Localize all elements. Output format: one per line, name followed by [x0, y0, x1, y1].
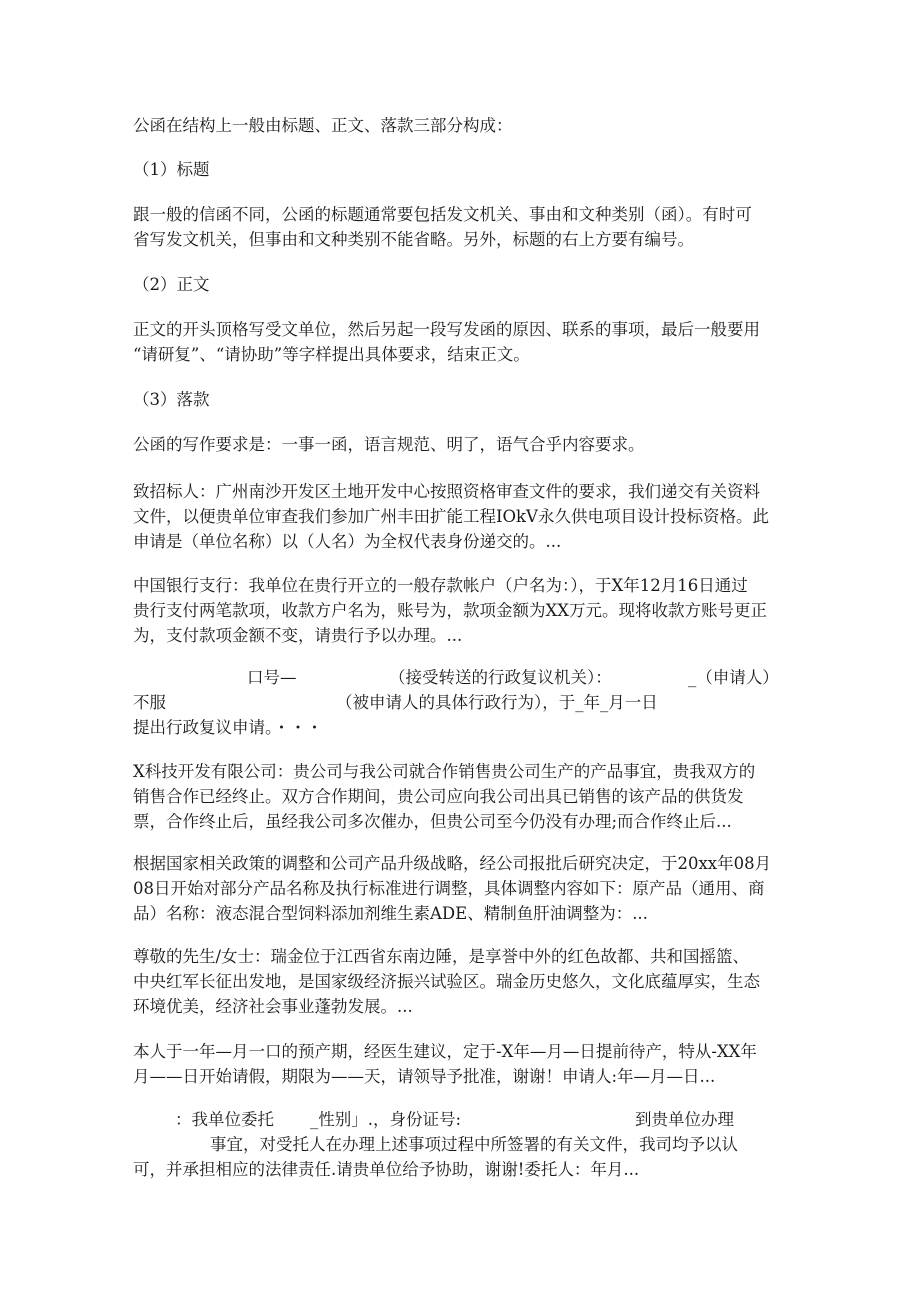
form-text: 口号— [247, 668, 297, 687]
text-line: 中国银行支行：我单位在贵行开立的一般存款帐户（户名为：），于X年12月16日通过 [133, 576, 748, 595]
section-heading-body [133, 272, 210, 297]
text-line: 贵行支付两笔款项，收款方户名为，账号为，款项金额为XX万元。现将收款方账号更正 [133, 601, 767, 620]
example-ruijin-invitation [133, 944, 760, 1019]
form-text: 可，并承担相应的法律责任.请贵单位给予协助，谢谢!委托人：年月... [133, 1160, 640, 1179]
text-line: 根据国家相关政策的调整和公司产品升级战略，经公司报批后研究决定，于20xx年08月 [133, 854, 772, 873]
text-line: X科技开发有限公司：贵公司与我公司就合作销售贵公司生产的产品事宜，贵我双方的 [133, 762, 756, 781]
text-line: “请研复”、“请协助”等字样提出具体要求，结束正文。 [133, 345, 530, 364]
requirements-paragraph [133, 432, 645, 457]
text-line: 本人于一年—月一口的预产期，经医生建议，定于-X年—月—日提前待产，特从-XX年 [133, 1042, 757, 1061]
text-line: 票，合作终止后，虽经我公司多次催办，但贵公司至今仍没有办理;而合作终止后... [133, 812, 732, 831]
body-paragraph [133, 317, 760, 367]
text-line: 正文的开头顶格写受文单位，然后另起一段写发函的原因、联系的事项，最后一般要用 [133, 320, 760, 339]
text-line: 品）名称：液态混合型饲料添加剂维生素ADE、精制鱼肝油调整为：... [133, 904, 648, 923]
example-product-adjustment [133, 851, 771, 926]
form-text: （接受转送的行政复议机关）： [389, 668, 612, 687]
text-line: 尊敬的先生/女士：瑞金位于江西省东南边陲，是享誉中外的红色故都、共和国摇篮、 [133, 947, 750, 966]
text-line: 月——日开始请假，期限为——天，请领导予批准，谢谢！申请人:年—月—日... [133, 1067, 716, 1086]
form-text: 事宜，对受托人在办理上述事项过程中所签署的有关文件，我司均予以认 [210, 1135, 738, 1154]
section-heading-title [133, 157, 210, 182]
form-text: （被申请人的具体行政行为），于_年_月一日 [336, 693, 658, 712]
text-line: 公函的写作要求是：一事一函，语言规范、明了，语气合乎内容要求。 [133, 435, 645, 454]
text-line: 省写发文机关，但事由和文种类别不能省略。另外，标题的右上方要有编号。 [133, 230, 694, 249]
text-line: 08日开始对部分产品名称及执行标准进行调整，具体调整内容如下：原产品（通用、商 [133, 879, 765, 898]
section-heading-signoff [133, 387, 210, 412]
text-line: 销售合作已经终止。双方合作期间，贵公司应向我公司出具已销售的该产品的供货发 [133, 787, 744, 806]
heading-text: （3）落款 [133, 390, 210, 409]
form-text: 不服 [133, 693, 166, 712]
form-text: ：我单位委托 [175, 1110, 274, 1129]
text-line: 文件，以便贵单位审查我们参加广州丰田扩能工程IOkV永久供电项目设计投标资格。此 [133, 507, 769, 526]
example-sales-termination [133, 759, 755, 834]
example-leave-request [133, 1039, 757, 1089]
form-text: 提出行政复议申请。・・・ [133, 718, 323, 737]
text-line: 申请是（单位名称）以（人名）为全权代表身份递交的。... [133, 532, 562, 551]
text-line: 为，支付款项金额不变，请贵行予以办理。... [133, 626, 463, 645]
heading-text: （2）正文 [133, 275, 210, 294]
form-text: 到贵单位办理 [635, 1110, 734, 1129]
text-line: 跟一般的信函不同，公函的标题通常要包括发文机关、事由和文种类别（函）。有时可 [133, 205, 752, 224]
text-line: 公函在结构上一般由标题、正文、落款三部分构成： [133, 116, 513, 135]
text-line: 环境优美，经济社会事业蓬勃发展。... [133, 997, 413, 1016]
example-bank-letter [133, 573, 767, 648]
text-line: 致招标人：广州南沙开发区土地开发中心按照资格审查文件的要求，我们递交有关资料 [133, 482, 760, 501]
example-bid-letter [133, 479, 769, 554]
text-line: 中央红军长征出发地，是国家级经济振兴试验区。瑞金历史悠久，文化底蕴厚实，生态 [133, 972, 760, 991]
form-text: _性别」.，身份证号: [310, 1110, 462, 1129]
intro-paragraph [133, 113, 513, 138]
form-text: _（申请人） [688, 668, 779, 687]
title-paragraph [133, 202, 752, 252]
heading-text: （1）标题 [133, 160, 210, 179]
